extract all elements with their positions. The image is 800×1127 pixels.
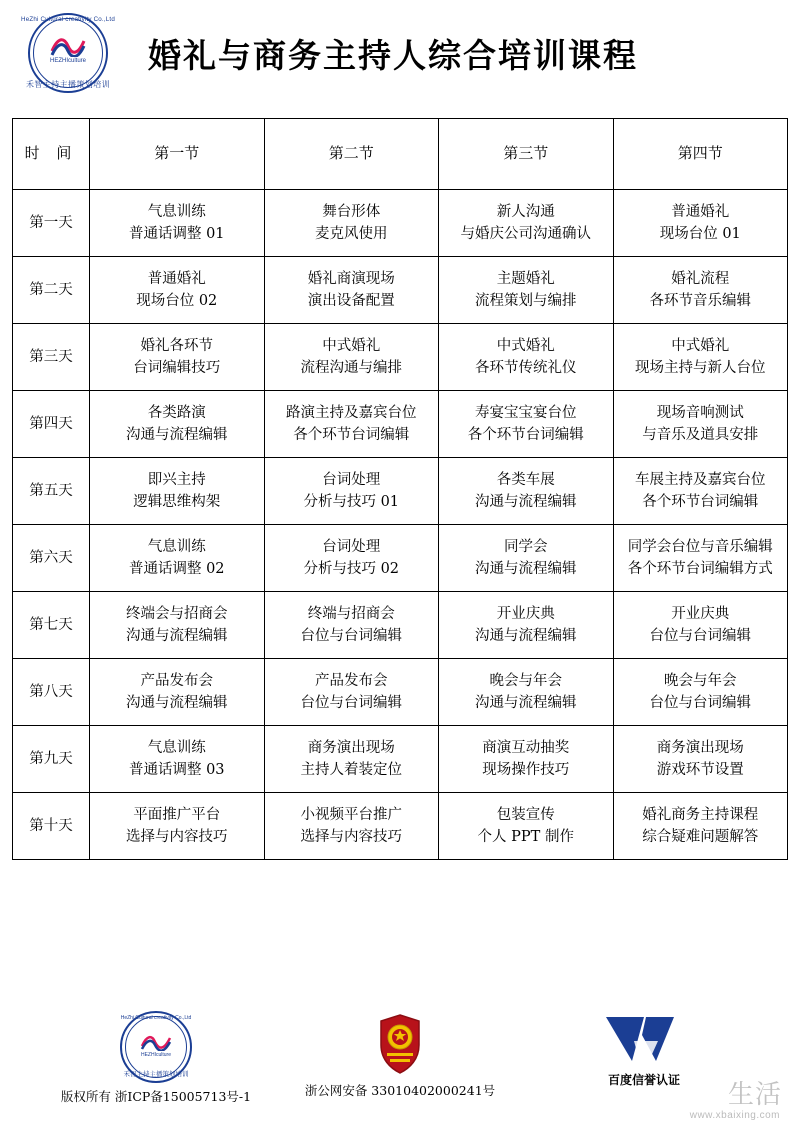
schedule-cell (90, 324, 265, 391)
schedule-cell (439, 190, 614, 257)
schedule-cell-line: 普通话调整 02 (128, 561, 225, 577)
schedule-cell-line: 普通婚礼 (671, 203, 730, 220)
schedule-cell-line: 中式婚礼 (671, 337, 730, 354)
schedule-cell (439, 458, 614, 525)
schedule-cell (90, 391, 265, 458)
schedule-cell-line: 与婚庆公司沟通确认 (460, 226, 591, 242)
table-head (13, 119, 788, 190)
column-header-session-4: 第四节 (613, 119, 788, 190)
schedule-cell-line: 主持人着装定位 (300, 762, 402, 778)
schedule-cell (439, 525, 614, 592)
table-body (13, 190, 788, 860)
schedule-cell (439, 793, 614, 860)
schedule-cell (613, 525, 788, 592)
schedule-cell-line: 台位与台词编辑 (300, 695, 402, 711)
column-header-session-3: 第三节 (439, 119, 614, 190)
footer-company-seal (120, 1011, 192, 1083)
schedule-cell-line: 台词处理 (322, 538, 381, 555)
schedule-cell-line: 个人 PPT 制作 (477, 829, 574, 845)
table-row (13, 324, 788, 391)
schedule-cell-line: 开业庆典 (671, 605, 730, 622)
table-row (13, 190, 788, 257)
table-header-row (13, 119, 788, 190)
schedule-cell-line: 各类车展 (496, 471, 555, 488)
table-row (13, 525, 788, 592)
schedule-cell (90, 458, 265, 525)
schedule-cell (264, 793, 439, 860)
schedule-cell (264, 592, 439, 659)
schedule-cell-line: 婚礼商演现场 (307, 270, 395, 287)
schedule-cell-line: 新人沟通 (496, 203, 555, 220)
schedule-cell-line: 平面推广平台 (133, 806, 221, 823)
schedule-cell-line: 分析与技巧 02 (303, 561, 400, 577)
day-label-cell: 第六天 (13, 525, 90, 592)
schedule-cell-line: 麦克风使用 (315, 226, 388, 242)
schedule-cell-line: 中式婚礼 (496, 337, 555, 354)
schedule-table-container (0, 96, 800, 860)
schedule-cell (613, 726, 788, 793)
schedule-cell (613, 391, 788, 458)
schedule-cell (613, 257, 788, 324)
schedule-cell-line: 同学会台位与音乐编辑 (627, 538, 773, 555)
schedule-cell-line: 台词编辑技巧 (133, 360, 221, 376)
seal-arc-top-text: HeZhi Cultural creativity Co.,Ltd (21, 16, 115, 23)
schedule-cell-line: 沟通与流程编辑 (475, 628, 577, 644)
schedule-cell-line: 婚礼流程 (671, 270, 730, 287)
schedule-cell-line: 各个环节台词编辑 (642, 494, 759, 510)
schedule-cell-line: 沟通与流程编辑 (475, 494, 577, 510)
course-schedule-table (12, 118, 788, 860)
schedule-cell (90, 257, 265, 324)
schedule-cell-line: 游戏环节设置 (656, 762, 744, 778)
company-seal-logo (14, 11, 132, 95)
day-label-cell: 第三天 (13, 324, 90, 391)
page-title: 婚礼与商务主持人综合培训课程 (148, 35, 638, 75)
schedule-cell-line: 同学会 (504, 538, 548, 555)
schedule-cell-line: 小视频平台推广 (300, 806, 402, 823)
schedule-cell-line: 普通话调整 01 (128, 226, 225, 242)
schedule-cell-line: 综合疑难问题解答 (642, 829, 759, 845)
footer-left-block (36, 1011, 276, 1105)
day-label-cell: 第一天 (13, 190, 90, 257)
schedule-cell-line: 开业庆典 (496, 605, 555, 622)
schedule-cell (439, 592, 614, 659)
schedule-cell-line: 各个环节台词编辑 (467, 427, 584, 443)
schedule-cell-line: 舞台形体 (322, 203, 381, 220)
table-row (13, 458, 788, 525)
schedule-cell-line: 各类路演 (147, 404, 206, 421)
schedule-cell (613, 190, 788, 257)
schedule-cell (264, 324, 439, 391)
page-header (0, 0, 800, 96)
schedule-cell (90, 726, 265, 793)
schedule-cell-line: 与音乐及道具安排 (642, 427, 759, 443)
schedule-cell-line: 沟通与流程编辑 (126, 695, 228, 711)
day-label-cell: 第四天 (13, 391, 90, 458)
column-header-session-1: 第一节 (90, 119, 265, 190)
schedule-cell-line: 沟通与流程编辑 (475, 695, 577, 711)
schedule-cell-line: 各个环节台词编辑方式 (627, 561, 773, 577)
schedule-cell-line: 台位与台词编辑 (649, 695, 751, 711)
icp-license-text: 版权所有 浙ICP备15005713号-1 (60, 1089, 252, 1104)
day-label-cell: 第七天 (13, 592, 90, 659)
schedule-cell-line: 选择与内容技巧 (300, 829, 402, 845)
schedule-cell-line: 流程策划与编排 (475, 293, 577, 309)
footer-center-block (280, 1011, 520, 1099)
schedule-cell-line: 婚礼各环节 (140, 337, 213, 354)
schedule-cell-line: 普通话调整 03 (128, 762, 225, 778)
schedule-cell-line: 沟通与流程编辑 (126, 427, 228, 443)
seal-arc-bottom-text: 禾智主持主播策划培训 (26, 80, 110, 89)
column-header-session-2: 第二节 (264, 119, 439, 190)
seal-brand-en: HEZHIculture (49, 58, 87, 64)
schedule-cell-line: 包装宣传 (496, 806, 555, 823)
schedule-cell-line: 演出设备配置 (307, 293, 395, 309)
schedule-cell (264, 391, 439, 458)
schedule-cell-line: 产品发布会 (315, 672, 388, 689)
schedule-cell-line: 现场台位 01 (659, 226, 741, 242)
day-label-cell: 第十天 (13, 793, 90, 860)
schedule-cell (613, 458, 788, 525)
schedule-cell-line: 台位与台词编辑 (649, 628, 751, 644)
watermark-url: www.xbaixing.com (689, 1110, 780, 1121)
schedule-cell-line: 现场主持与新人台位 (635, 360, 766, 376)
schedule-cell (90, 592, 265, 659)
schedule-cell-line: 气息训练 (147, 203, 206, 220)
schedule-cell-line: 各个环节台词编辑 (293, 427, 410, 443)
schedule-cell-line: 主题婚礼 (496, 270, 555, 287)
day-label-cell: 第二天 (13, 257, 90, 324)
baidu-credit-caption: 百度信誉认证 (607, 1073, 680, 1087)
schedule-cell-line: 车展主持及嘉宾台位 (635, 471, 766, 488)
schedule-cell-line: 选择与内容技巧 (126, 829, 228, 845)
schedule-cell (613, 592, 788, 659)
footer-seal-brand-en: HEZHIculture (140, 1052, 171, 1058)
table-row (13, 726, 788, 793)
schedule-cell-line: 即兴主持 (147, 471, 206, 488)
schedule-cell (439, 257, 614, 324)
schedule-cell (264, 458, 439, 525)
schedule-cell (613, 659, 788, 726)
column-header-time: 时 间 (13, 119, 90, 190)
wave-icon (140, 1033, 172, 1051)
schedule-cell (264, 257, 439, 324)
schedule-cell (264, 525, 439, 592)
schedule-cell (90, 190, 265, 257)
schedule-cell (264, 190, 439, 257)
schedule-cell-line: 晚会与年会 (489, 672, 562, 689)
schedule-cell-line: 台位与台词编辑 (300, 628, 402, 644)
schedule-cell-line: 普通婚礼 (147, 270, 206, 287)
schedule-cell (90, 525, 265, 592)
schedule-cell-line: 沟通与流程编辑 (126, 628, 228, 644)
schedule-cell-line: 产品发布会 (140, 672, 213, 689)
watermark-text: 生活 (727, 1080, 782, 1110)
schedule-cell (439, 726, 614, 793)
day-label-cell: 第八天 (13, 659, 90, 726)
schedule-cell-line: 沟通与流程编辑 (475, 561, 577, 577)
police-badge-icon (367, 1011, 433, 1077)
table-row (13, 793, 788, 860)
schedule-cell-line: 现场台位 02 (136, 293, 218, 309)
schedule-cell (439, 659, 614, 726)
schedule-cell-line: 终端与招商会 (307, 605, 395, 622)
footer-seal-arc-top-text: HeZhi Cultural creativity Co.,Ltd (120, 1015, 192, 1021)
footer-seal-arc-bottom-text: 禾智主持主播策划培训 (123, 1071, 189, 1078)
schedule-cell-line: 流程沟通与编排 (300, 360, 402, 376)
schedule-cell (90, 793, 265, 860)
schedule-cell (439, 391, 614, 458)
schedule-cell (264, 659, 439, 726)
schedule-cell-line: 寿宴宝宝宴台位 (475, 404, 577, 421)
schedule-cell-line: 路演主持及嘉宾台位 (286, 404, 417, 421)
table-row (13, 659, 788, 726)
police-filing-text: 浙公网安备 33010402000241号 (304, 1083, 496, 1098)
schedule-cell-line: 商务演出现场 (307, 739, 395, 756)
wave-icon (50, 35, 86, 57)
schedule-cell (613, 324, 788, 391)
schedule-cell-line: 终端会与招商会 (126, 605, 228, 622)
schedule-cell-line: 中式婚礼 (322, 337, 381, 354)
schedule-cell-line: 气息训练 (147, 538, 206, 555)
baidu-credit-icon (600, 1011, 688, 1069)
schedule-cell-line: 各环节传统礼仪 (475, 360, 577, 376)
table-row (13, 257, 788, 324)
schedule-cell-line: 晚会与年会 (664, 672, 737, 689)
schedule-cell (264, 726, 439, 793)
footer-right-block (524, 1011, 764, 1088)
schedule-cell-line: 气息训练 (147, 739, 206, 756)
schedule-cell-line: 各环节音乐编辑 (649, 293, 751, 309)
table-row (13, 391, 788, 458)
schedule-cell-line: 婚礼商务主持课程 (642, 806, 759, 823)
schedule-cell-line: 分析与技巧 01 (303, 494, 400, 510)
day-label-cell: 第九天 (13, 726, 90, 793)
table-row (13, 592, 788, 659)
page-footer (0, 1005, 800, 1127)
schedule-cell (439, 324, 614, 391)
schedule-cell-line: 现场音响测试 (656, 404, 744, 421)
schedule-cell-line: 商演互动抽奖 (482, 739, 570, 756)
schedule-cell (90, 659, 265, 726)
schedule-cell (613, 793, 788, 860)
schedule-cell-line: 商务演出现场 (656, 739, 744, 756)
schedule-cell-line: 现场操作技巧 (482, 762, 570, 778)
schedule-cell-line: 台词处理 (322, 471, 381, 488)
schedule-cell-line: 逻辑思维构架 (133, 494, 221, 510)
day-label-cell: 第五天 (13, 458, 90, 525)
